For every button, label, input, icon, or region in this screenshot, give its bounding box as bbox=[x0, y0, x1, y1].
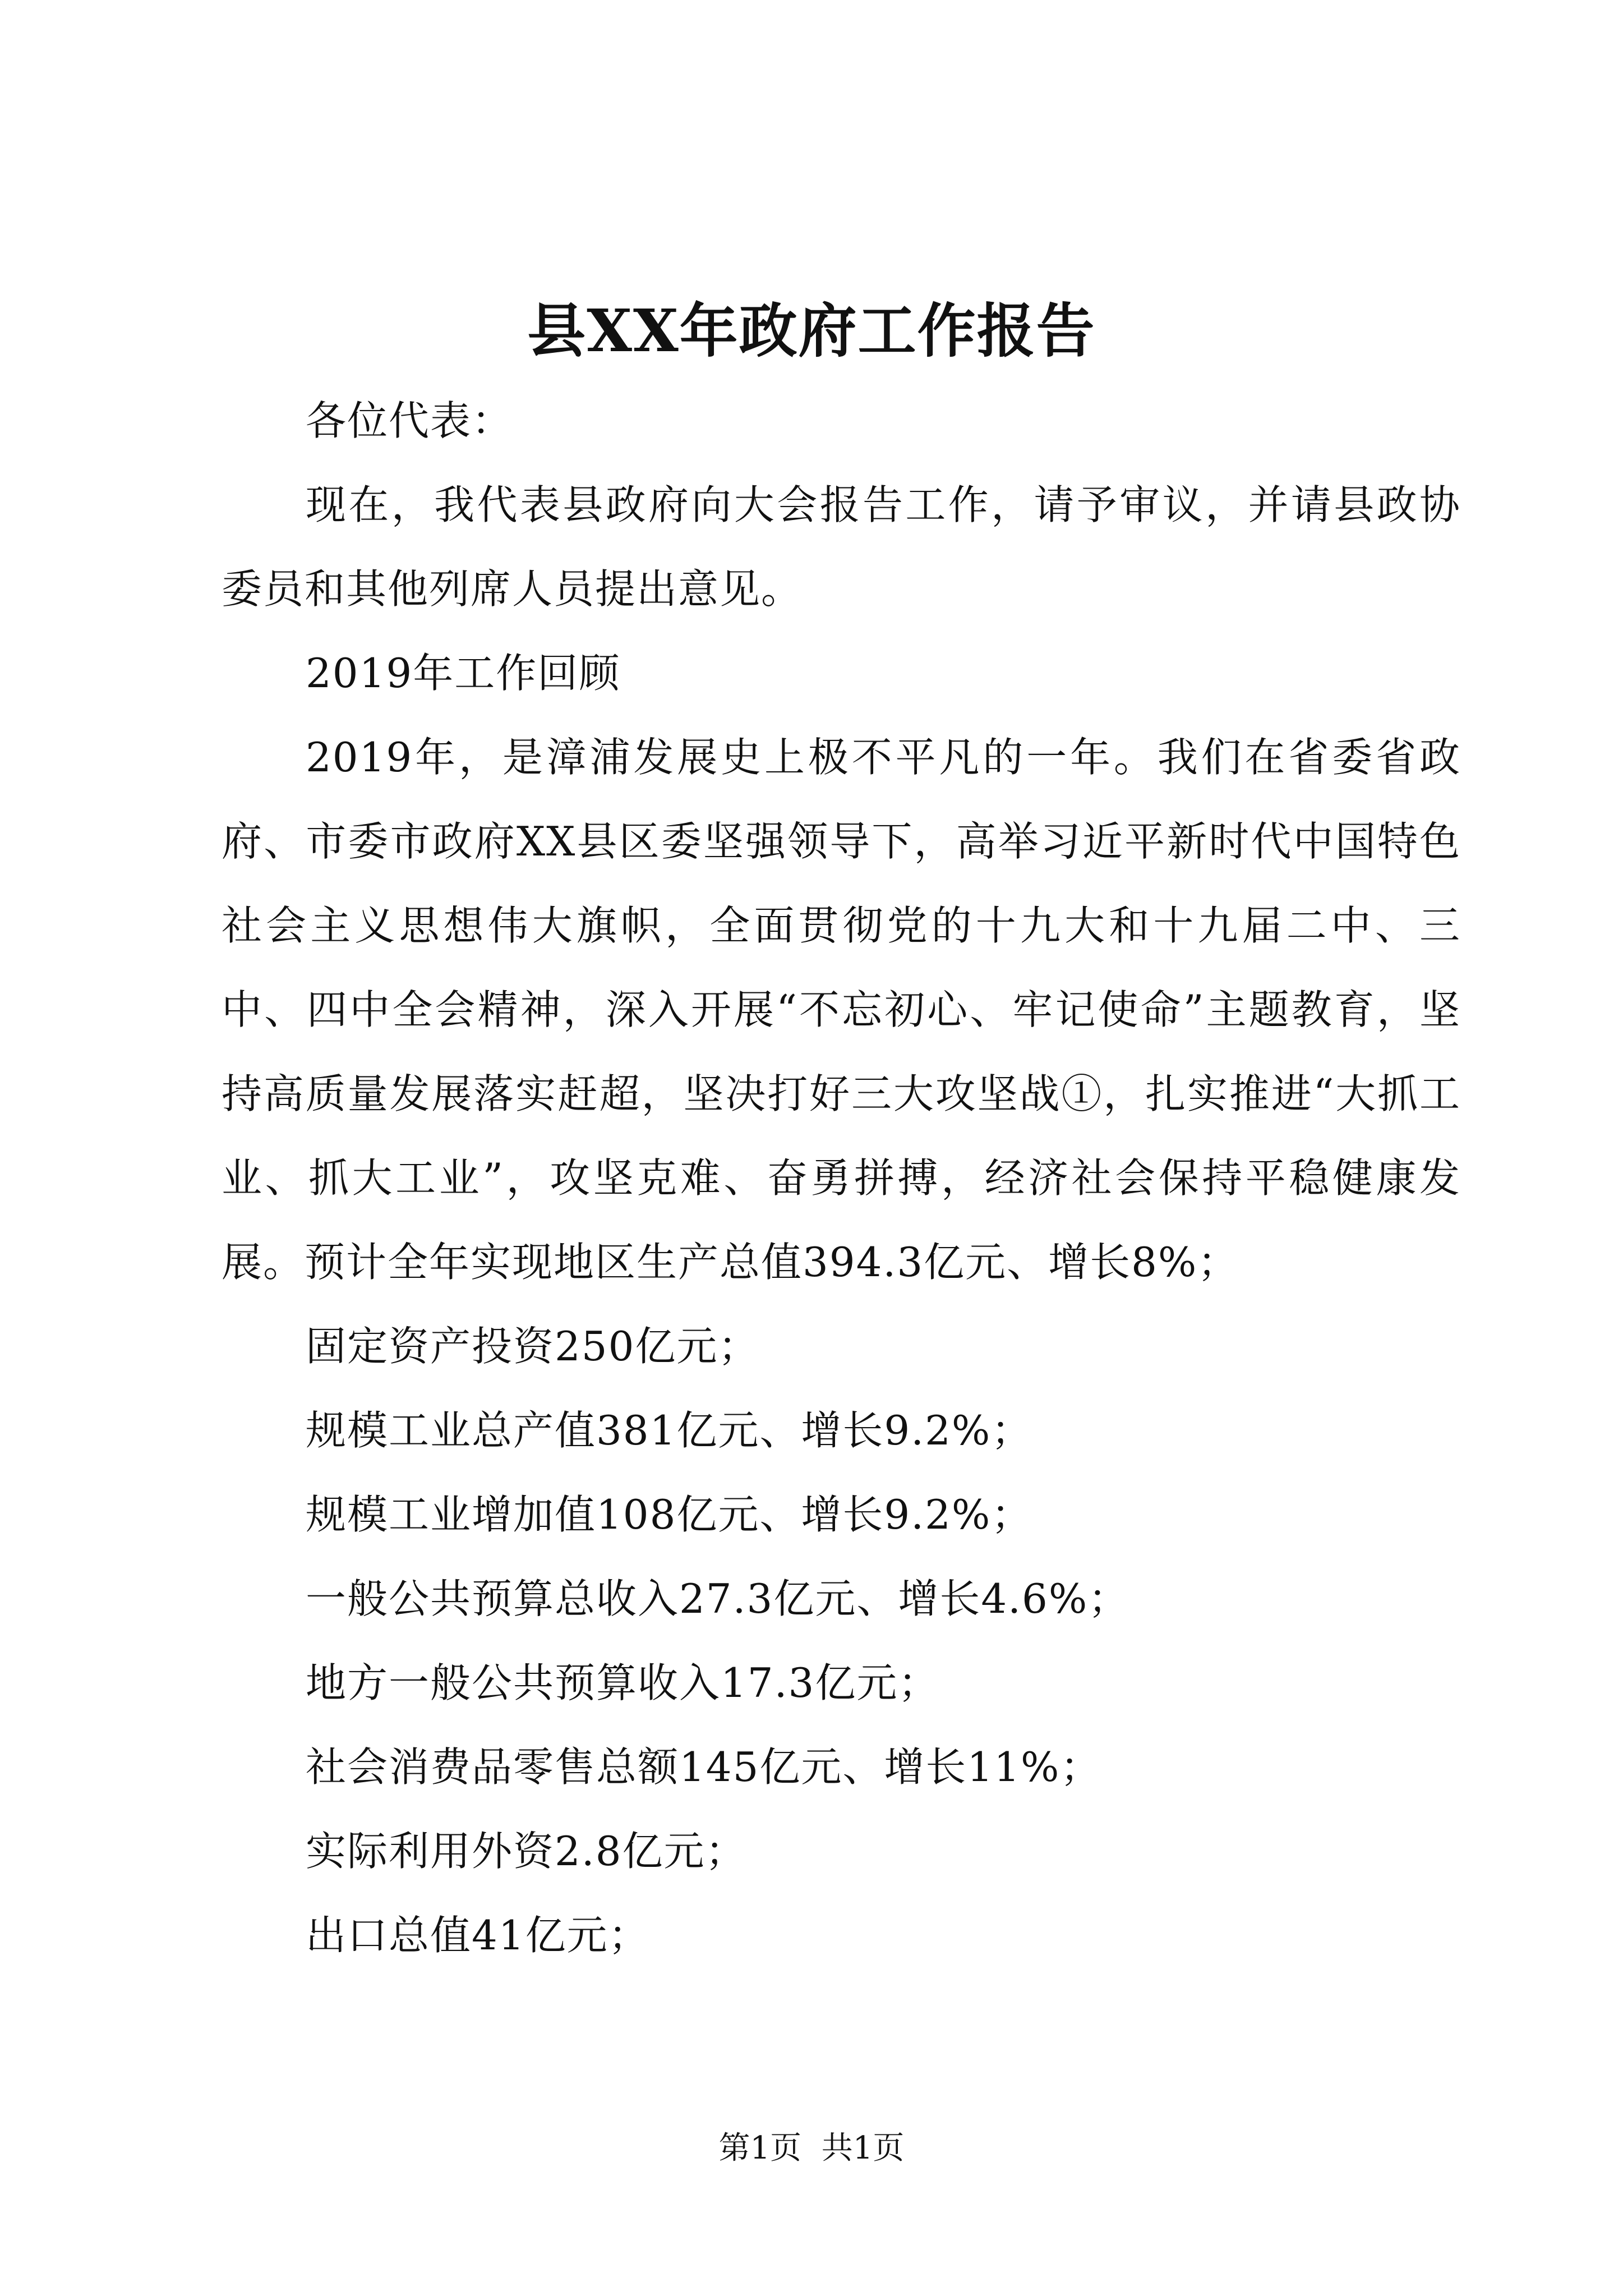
paragraph-salutation: 各位代表： bbox=[306, 397, 514, 444]
paragraph-intro: 现在，我代表县政府向大会报告工作，请予审议，并请县政协委员和其他列席人员提出意见。 bbox=[222, 481, 1461, 613]
paragraph-review-summary: 2019年，是漳浦发展史上极不平凡的一年。我们在省委省政府、市委市政府XX县区委坚强领导下，高举习近平新时代中国特色社会主义思想伟大旗帜，全面贯彻党的十九大和十九届二中、三中、四中全会精神，深入开展“不忘初心、牢记使命”主题教育，坚持高质量发展落实赶超，坚决打好三大攻坚战①，扎实推进“大抓工业、抓大工业”，攻坚克难、奋勇拼搏，经济社会保持平稳健康发展。预计全年实现地区生产总值394.3亿元、增长8%； bbox=[222, 734, 1461, 1286]
document-body bbox=[222, 379, 1461, 1977]
document-title: 县XX年政府工作报告 bbox=[527, 296, 1096, 365]
section-heading-review: 2019年工作回顾 bbox=[306, 650, 621, 697]
paragraph-industrial-output: 规模工业总产值381亿元、增长9.2%； bbox=[306, 1407, 1033, 1454]
page-total: 共1页 bbox=[821, 2130, 905, 2166]
paragraph-foreign-investment: 实际利用外资2.8亿元； bbox=[306, 1828, 747, 1875]
page-footer bbox=[0, 2126, 1623, 2171]
paragraph-public-budget-total: 一般公共预算总收入27.3亿元、增长4.6%； bbox=[306, 1575, 1130, 1622]
paragraph-retail-sales: 社会消费品零售总额145亿元、增长11%； bbox=[306, 1743, 1102, 1791]
paragraph-exports: 出口总值41亿元； bbox=[306, 1912, 650, 1959]
footer-spacer bbox=[801, 2130, 822, 2166]
page-number: 第1页 bbox=[718, 2130, 802, 2166]
paragraph-industrial-added-value: 规模工业增加值108亿元、增长9.2%； bbox=[306, 1491, 1033, 1538]
paragraph-fixed-asset-investment: 固定资产投资250亿元； bbox=[306, 1323, 760, 1370]
paragraph-local-public-budget: 地方一般公共预算收入17.3亿元； bbox=[306, 1659, 940, 1706]
